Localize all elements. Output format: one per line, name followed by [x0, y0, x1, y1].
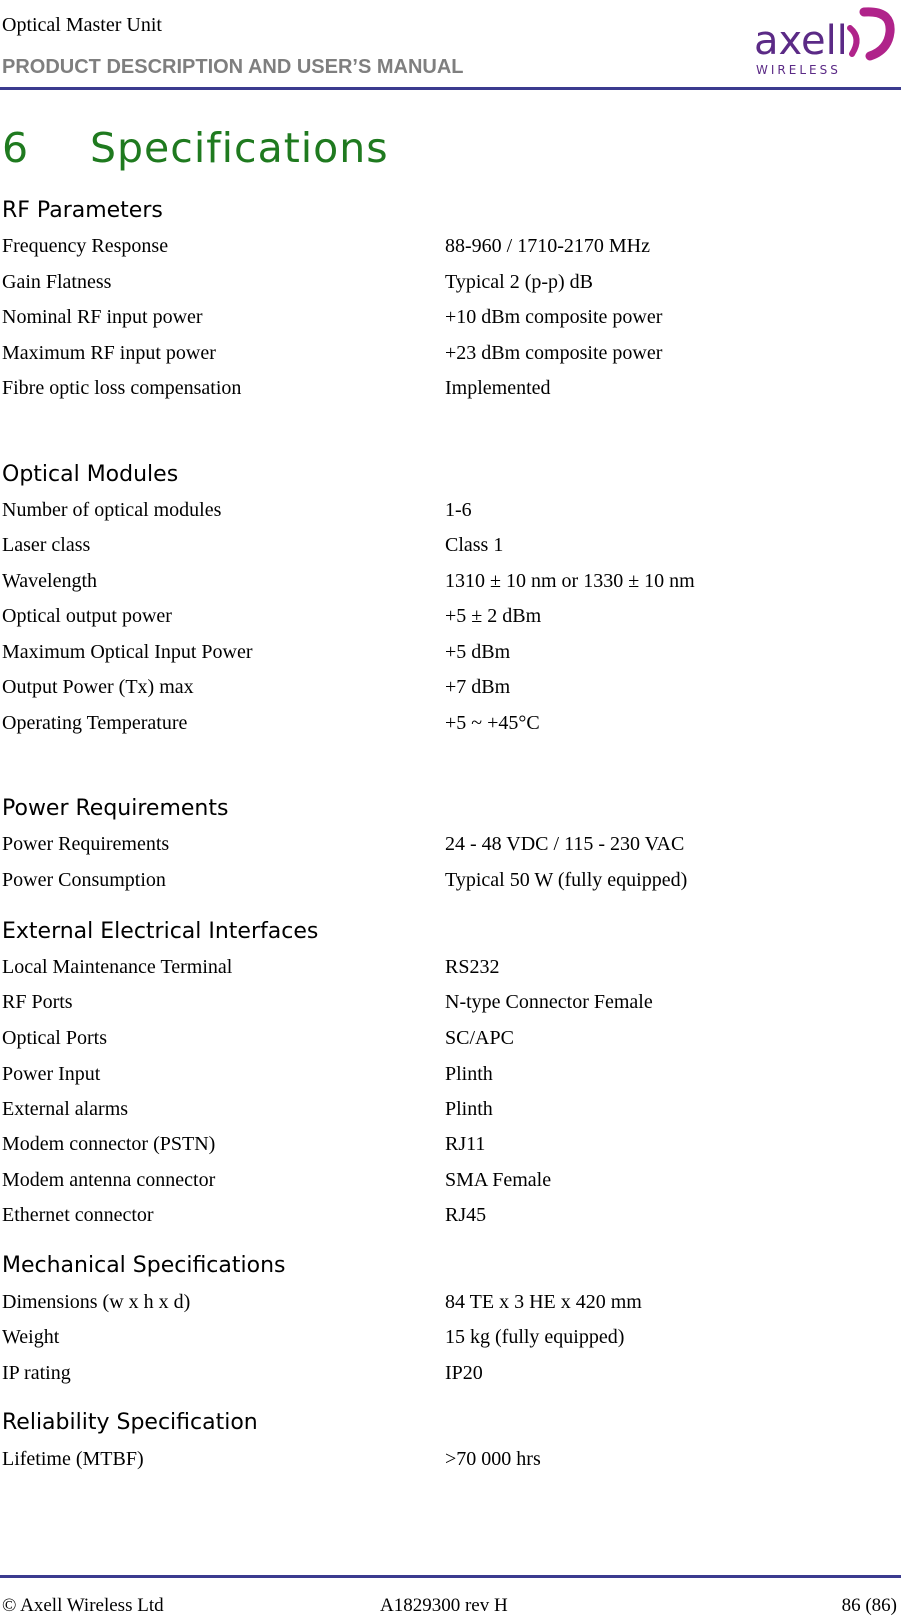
spec-value: 84 TE x 3 HE x 420 mm [445, 1291, 642, 1313]
spec-value: Plinth [445, 1063, 493, 1085]
spec-value: 1-6 [445, 499, 472, 521]
chapter-heading [2, 124, 389, 172]
spec-value: Class 1 [445, 534, 504, 556]
section-title-power-requirements: Power Requirements [2, 796, 229, 821]
footer-page-number: 86 (86) [841, 1595, 897, 1616]
spec-row [2, 570, 882, 596]
section-title-rf-parameters: RF Parameters [2, 198, 163, 223]
section-title-reliability: Reliability Specification [2, 1410, 258, 1435]
spec-row [2, 991, 882, 1017]
spec-value: Plinth [445, 1098, 493, 1120]
spec-row [2, 534, 882, 560]
spec-row [2, 1291, 882, 1317]
spec-label: Local Maintenance Terminal [2, 956, 233, 978]
spec-row [2, 1169, 882, 1195]
spec-value: 15 kg (fully equipped) [445, 1326, 625, 1348]
spec-row [2, 377, 882, 403]
spec-value: +10 dBm composite power [445, 306, 663, 328]
spec-value: 1310 ± 10 nm or 1330 ± 10 nm [445, 570, 695, 592]
spec-row [2, 869, 882, 895]
logo-swoosh-small [850, 28, 857, 54]
spec-label: Fibre optic loss compensation [2, 377, 242, 399]
spec-label: Output Power (Tx) max [2, 676, 194, 698]
spec-value: SMA Female [445, 1169, 552, 1191]
header-manual-title: PRODUCT DESCRIPTION AND USER’S MANUAL [2, 56, 464, 78]
spec-label: Nominal RF input power [2, 306, 203, 328]
spec-label: Modem antenna connector [2, 1169, 216, 1191]
spec-row [2, 235, 882, 261]
header-product-name: Optical Master Unit [2, 14, 162, 36]
spec-row [2, 676, 882, 702]
spec-label: Operating Temperature [2, 712, 188, 734]
logo-wordmark: axell [754, 18, 848, 64]
spec-label: Maximum RF input power [2, 342, 216, 364]
spec-label: RF Ports [2, 991, 73, 1013]
spec-row [2, 1204, 882, 1230]
spec-value: 24 - 48 VDC / 115 - 230 VAC [445, 833, 685, 855]
spec-value: +5 dBm [445, 641, 511, 663]
spec-row [2, 712, 882, 738]
spec-value: RJ45 [445, 1204, 487, 1226]
spec-label: Maximum Optical Input Power [2, 641, 253, 663]
spec-label: Weight [2, 1326, 60, 1348]
spec-row [2, 833, 882, 859]
spec-value: N-type Connector Female [445, 991, 653, 1013]
spec-label: Power Requirements [2, 833, 170, 855]
spec-row [2, 1063, 882, 1089]
spec-label: Power Input [2, 1063, 101, 1085]
spec-row [2, 641, 882, 667]
spec-label: IP rating [2, 1362, 71, 1384]
spec-value: RS232 [445, 956, 500, 978]
logo-subtext: WIRELESS [756, 63, 841, 77]
spec-value: +5 ~ +45°C [445, 712, 540, 734]
spec-label: Number of optical modules [2, 499, 222, 521]
spec-value: 88-960 / 1710-2170 MHz [445, 235, 650, 257]
section-title-mechanical: Mechanical Specifications [2, 1253, 286, 1278]
spec-row [2, 499, 882, 525]
spec-label: Modem connector (PSTN) [2, 1133, 216, 1155]
spec-value: >70 000 hrs [445, 1448, 541, 1470]
spec-label: Frequency Response [2, 235, 169, 257]
spec-label: Optical Ports [2, 1027, 107, 1049]
spec-row [2, 1448, 882, 1474]
spec-label: Gain Flatness [2, 271, 112, 293]
footer-copyright: © Axell Wireless Ltd [2, 1595, 164, 1616]
spec-value: IP20 [445, 1362, 483, 1384]
spec-row [2, 1098, 882, 1124]
spec-row [2, 1027, 882, 1053]
spec-row [2, 1133, 882, 1159]
spec-label: Dimensions (w x h x d) [2, 1291, 191, 1313]
spec-value: RJ11 [445, 1133, 486, 1155]
section-title-optical-modules: Optical Modules [2, 462, 179, 487]
spec-value: Typical 50 W (fully equipped) [445, 869, 688, 891]
spec-value: SC/APC [445, 1027, 514, 1049]
spec-value: Typical 2 (p-p) dB [445, 271, 594, 293]
spec-row [2, 1362, 882, 1388]
footer-rule [0, 1575, 901, 1578]
spec-label: Wavelength [2, 570, 98, 592]
axell-wireless-logo [754, 2, 900, 78]
spec-row [2, 306, 882, 332]
spec-label: Ethernet connector [2, 1204, 154, 1226]
spec-value: +5 ± 2 dBm [445, 605, 542, 627]
spec-row [2, 605, 882, 631]
spec-value: +7 dBm [445, 676, 511, 698]
spec-value: Implemented [445, 377, 551, 399]
section-title-external-interfaces: External Electrical Interfaces [2, 919, 319, 944]
header-rule [0, 87, 901, 90]
spec-label: Optical output power [2, 605, 172, 627]
spec-row [2, 271, 882, 297]
spec-label: External alarms [2, 1098, 129, 1120]
chapter-title: Specifications [90, 124, 389, 172]
spec-row [2, 342, 882, 368]
spec-label: Laser class [2, 534, 91, 556]
chapter-number: 6 [2, 124, 30, 172]
footer-doc-id: A1829300 rev H [380, 1595, 508, 1616]
spec-row [2, 956, 882, 982]
logo-swoosh-large [864, 12, 890, 56]
spec-label: Lifetime (MTBF) [2, 1448, 144, 1470]
spec-label: Power Consumption [2, 869, 166, 891]
spec-row [2, 1326, 882, 1352]
spec-value: +23 dBm composite power [445, 342, 663, 364]
